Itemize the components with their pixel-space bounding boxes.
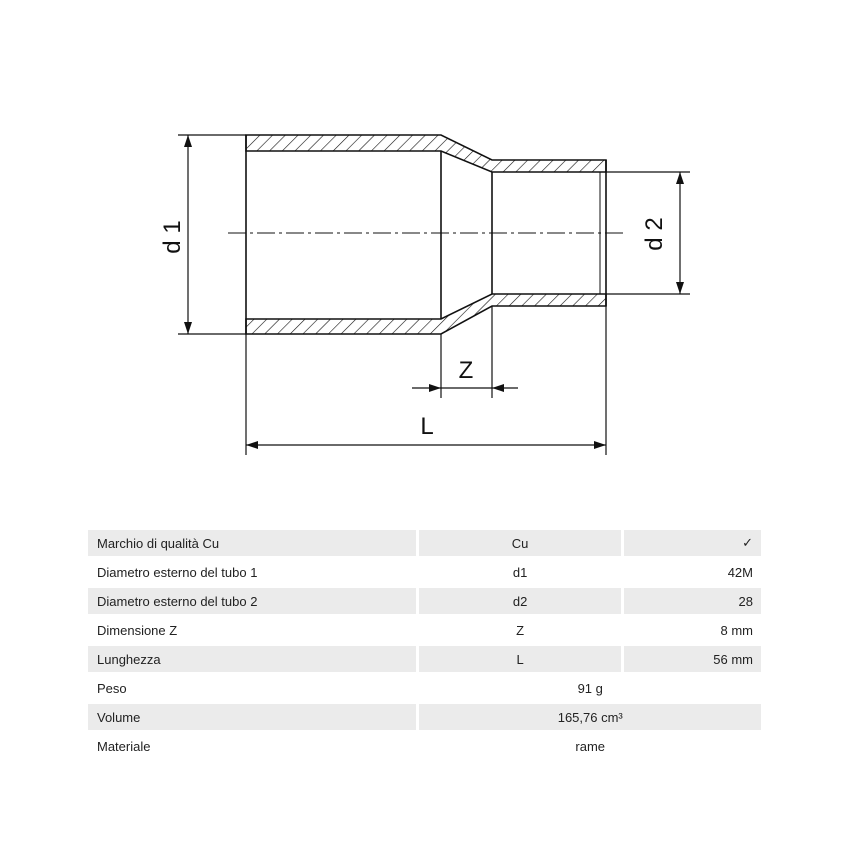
row-value: 165,76 cm³: [416, 704, 761, 733]
table-row: [88, 646, 761, 675]
row-symbol: d1: [416, 559, 620, 588]
row-value: ✓: [621, 530, 761, 559]
table-row: [88, 733, 761, 762]
l-label: L: [420, 413, 434, 440]
row-name: Volume: [88, 704, 416, 733]
row-name: Marchio di qualità Cu: [88, 530, 416, 559]
table-row: [88, 588, 761, 617]
table-row: [88, 530, 761, 559]
row-value: 91 g: [416, 675, 761, 704]
row-name: Diametro esterno del tubo 2: [88, 588, 416, 617]
top-wall: [246, 135, 606, 172]
row-name: Diametro esterno del tubo 1: [88, 559, 416, 588]
fitting-body: [246, 135, 606, 334]
z-label: Z: [458, 357, 474, 384]
d2-label: d 2: [641, 217, 668, 251]
row-name: Lunghezza: [88, 646, 416, 675]
row-value: 8 mm: [621, 617, 761, 646]
table-row: [88, 675, 761, 704]
row-value: 56 mm: [621, 646, 761, 675]
row-value: 42M: [621, 559, 761, 588]
row-symbol: d2: [416, 588, 620, 617]
row-symbol: Z: [416, 617, 620, 646]
bottom-wall: [246, 294, 606, 334]
row-symbol: L: [416, 646, 620, 675]
row-name: Peso: [88, 675, 416, 704]
d1-dimension: [178, 135, 246, 334]
table-row: [88, 559, 761, 588]
d1-label: d 1: [159, 220, 186, 254]
row-name: Materiale: [88, 733, 416, 762]
table-row: [88, 704, 761, 733]
row-value: rame: [416, 733, 761, 762]
table-row: [88, 617, 761, 646]
row-symbol: Cu: [416, 530, 620, 559]
row-name: Dimensione Z: [88, 617, 416, 646]
row-value: 28: [621, 588, 761, 617]
spec-table: [88, 530, 761, 762]
